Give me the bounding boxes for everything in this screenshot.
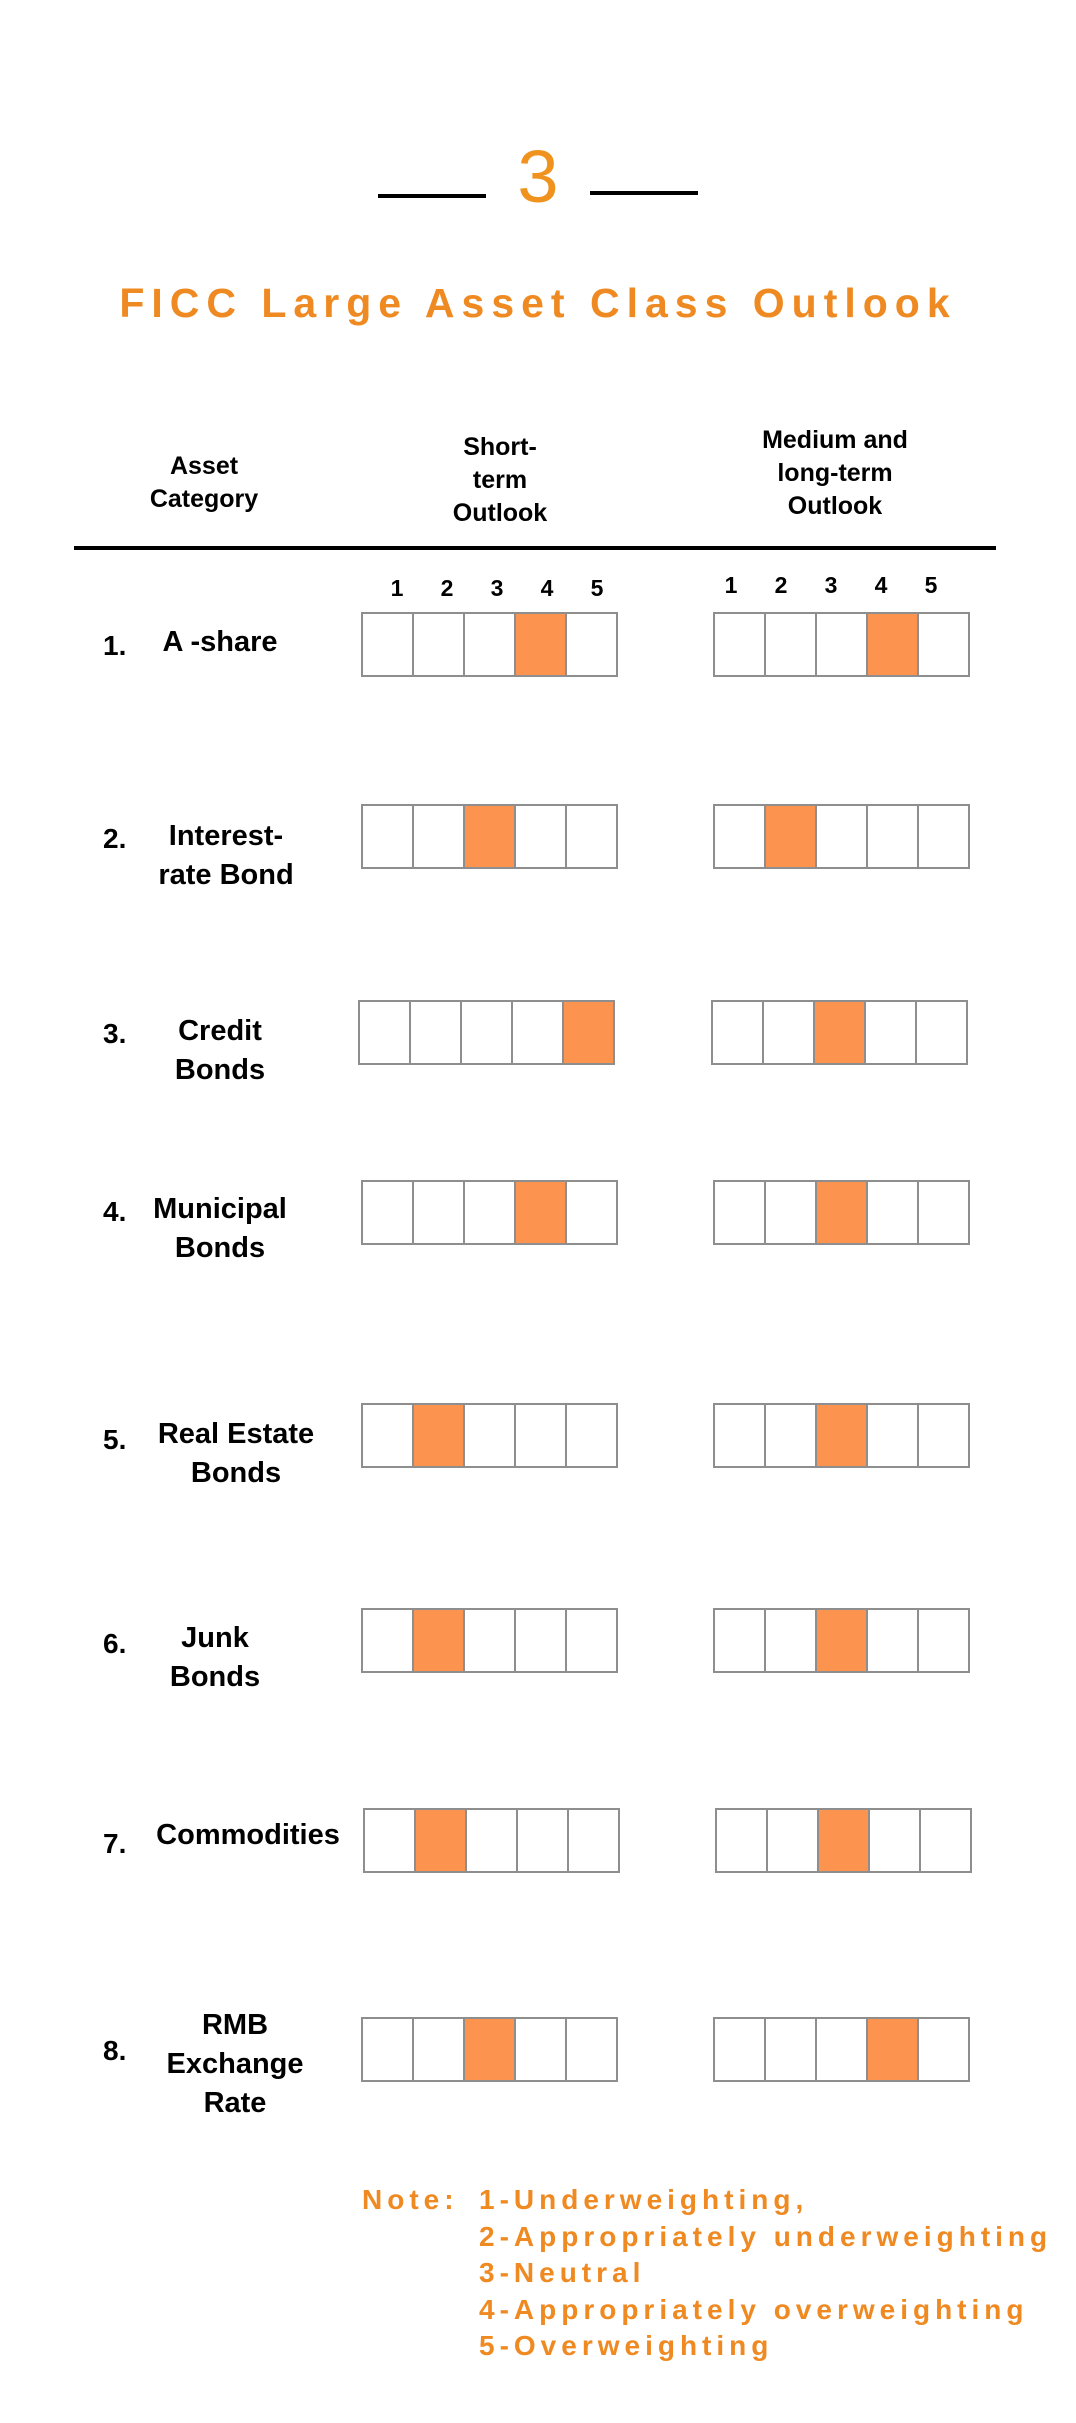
asset-label-line: Bonds [174,1232,266,1264]
rating-box [412,614,463,675]
asset-label [140,623,300,662]
scale-label: 3 [824,572,838,598]
rating-box-selected [817,1810,868,1871]
rating-box [715,614,764,675]
header-divider [74,546,996,550]
asset-label-line: Municipal [153,1193,287,1225]
medium-long-term-rating [715,1808,972,1873]
rating-box [764,1610,815,1671]
asset-label-line: A -share [162,626,278,658]
asset-label-line: Credit [178,1015,262,1047]
header-short-term [400,431,600,530]
rating-box-selected [815,1405,866,1466]
medium-long-term-rating [713,1180,970,1245]
rating-box [565,806,616,867]
rating-box [363,1182,412,1243]
row-number: 6. [103,1628,127,1659]
short-term-rating [363,1808,620,1873]
rating-box-selected [514,1182,565,1243]
asset-label [140,817,312,895]
scale-label: 2 [774,572,788,598]
asset-label-line: Bonds [190,1457,282,1489]
asset-label-line: Junk [181,1622,249,1654]
rating-box [764,1405,815,1466]
header-medium-long-term-line: long-term [777,459,893,487]
asset-label-line: Exchange [166,2048,304,2080]
scale-label: 2 [440,575,454,601]
rating-box [363,614,412,675]
short-term-rating [361,1180,618,1245]
short-term-scale [372,575,622,602]
note-item: 5-Overweighting [479,2330,774,2361]
rating-box [565,614,616,675]
rating-box [866,1405,917,1466]
rating-box [363,1610,412,1671]
medium-long-term-rating [713,804,970,869]
row-number: 1. [103,630,127,661]
short-term-rating [358,1000,615,1065]
rating-box [514,1405,565,1466]
asset-label [155,2006,315,2123]
asset-label-line: Bonds [174,1054,266,1086]
note-item: 1-Underweighting, [479,2184,809,2215]
header-medium-long-term-line: Medium and [762,426,908,454]
rating-box [917,806,968,867]
rating-box-selected [414,1810,465,1871]
note-item: 4-Appropriately overweighting [479,2293,1029,2325]
asset-label-line: Interest- [168,820,284,852]
scale-label: 5 [590,575,604,601]
rating-box [511,1002,562,1063]
medium-long-term-rating [713,612,970,677]
row-number: 7. [103,1828,127,1859]
header-short-term-line: Outlook [452,499,548,527]
rating-box-selected [412,1610,463,1671]
row-number: 3. [103,1018,127,1049]
scale-label: 3 [490,575,504,601]
note-prefix: Note: [362,2184,459,2215]
header-asset-category-line: Asset [169,452,239,480]
rating-box-selected [412,1405,463,1466]
rating-box [762,1002,813,1063]
rating-box-selected [463,806,514,867]
rating-box [363,806,412,867]
rating-box-selected [514,614,565,675]
rating-box [864,1002,915,1063]
scale-label: 5 [924,572,938,598]
rating-box [460,1002,511,1063]
asset-label [148,1415,324,1493]
rating-box [917,1182,968,1243]
short-term-rating [361,1403,618,1468]
rating-box [917,2019,968,2080]
scale-label: 1 [724,572,738,598]
row-number: 4. [103,1196,127,1227]
rating-box [514,2019,565,2080]
short-term-rating [361,804,618,869]
rating-box [866,806,917,867]
asset-label-line: Commodities [156,1819,340,1851]
rating-box [713,1002,762,1063]
header-short-term-line: term [472,466,528,494]
rating-box [866,1610,917,1671]
header-medium-long-term [720,424,950,523]
rating-box [363,2019,412,2080]
asset-label-line: Rate [203,2087,267,2119]
row-number: 5. [103,1424,127,1455]
rating-box [715,1610,764,1671]
rating-box [919,1810,970,1871]
rating-box-selected [764,806,815,867]
scale-label: 4 [874,572,888,598]
rating-box-selected [815,1182,866,1243]
medium-long-term-rating [711,1000,968,1065]
rating-box [715,1405,764,1466]
note-item: 2-Appropriately underweighting [479,2220,1053,2252]
rating-box-selected [866,614,917,675]
rating-box [365,1810,414,1871]
rating-box [412,2019,463,2080]
rating-box [463,1610,514,1671]
rating-box [917,614,968,675]
row-number: 2. [103,823,127,854]
rating-box-selected [813,1002,864,1063]
rating-box [717,1810,766,1871]
rating-box [917,1405,968,1466]
rating-box [868,1810,919,1871]
rating-box [815,614,866,675]
rating-box [764,1182,815,1243]
rating-box [463,1405,514,1466]
asset-label-line: Real Estate [157,1418,315,1450]
rating-box-selected [815,1610,866,1671]
header-asset-category [104,450,304,516]
rating-box [565,1610,616,1671]
row-number: 8. [103,2035,127,2066]
medium-long-term-scale [706,572,956,599]
asset-label-line: rate Bond [158,859,294,891]
rating-box [715,806,764,867]
rating-box [917,1610,968,1671]
rating-box [412,806,463,867]
header-asset-category-line: Category [149,485,259,513]
rating-box [465,1810,516,1871]
note-item: 3-Neutral [479,2257,646,2288]
rating-box [360,1002,409,1063]
short-term-rating [361,612,618,677]
rating-box [565,1405,616,1466]
rating-box [409,1002,460,1063]
scale-label: 1 [390,575,404,601]
short-term-rating [361,1608,618,1673]
rating-box-selected [866,2019,917,2080]
asset-label [148,1816,348,1855]
right-rule [590,191,698,195]
short-term-rating [361,2017,618,2082]
asset-label [135,1619,295,1697]
rating-box [412,1182,463,1243]
rating-box [565,1182,616,1243]
rating-box [514,1610,565,1671]
asset-label [140,1190,300,1268]
rating-box [463,614,514,675]
rating-box [815,2019,866,2080]
asset-label [140,1012,300,1090]
rating-box-selected [562,1002,613,1063]
header-medium-long-term-line: Outlook [787,492,883,520]
rating-box [764,614,815,675]
rating-box [363,1405,412,1466]
rating-box [463,1182,514,1243]
asset-label-line: Bonds [169,1661,261,1693]
page-title: FICC Large Asset Class Outlook [119,280,957,326]
medium-long-term-rating [713,2017,970,2082]
rating-box [567,1810,618,1871]
rating-box [815,806,866,867]
rating-box [764,2019,815,2080]
rating-box [715,2019,764,2080]
section-number: 3 [517,135,559,218]
rating-box [766,1810,817,1871]
rating-box [516,1810,567,1871]
medium-long-term-rating [713,1403,970,1468]
rating-box [715,1182,764,1243]
rating-box [915,1002,966,1063]
asset-label-line: RMB [201,2009,269,2041]
header-short-term-line: Short- [463,433,537,461]
medium-long-term-rating [713,1608,970,1673]
rating-box [514,806,565,867]
rating-box [565,2019,616,2080]
rating-box-selected [463,2019,514,2080]
note-items [479,2182,1052,2365]
scale-label: 4 [540,575,554,601]
rating-box [866,1182,917,1243]
